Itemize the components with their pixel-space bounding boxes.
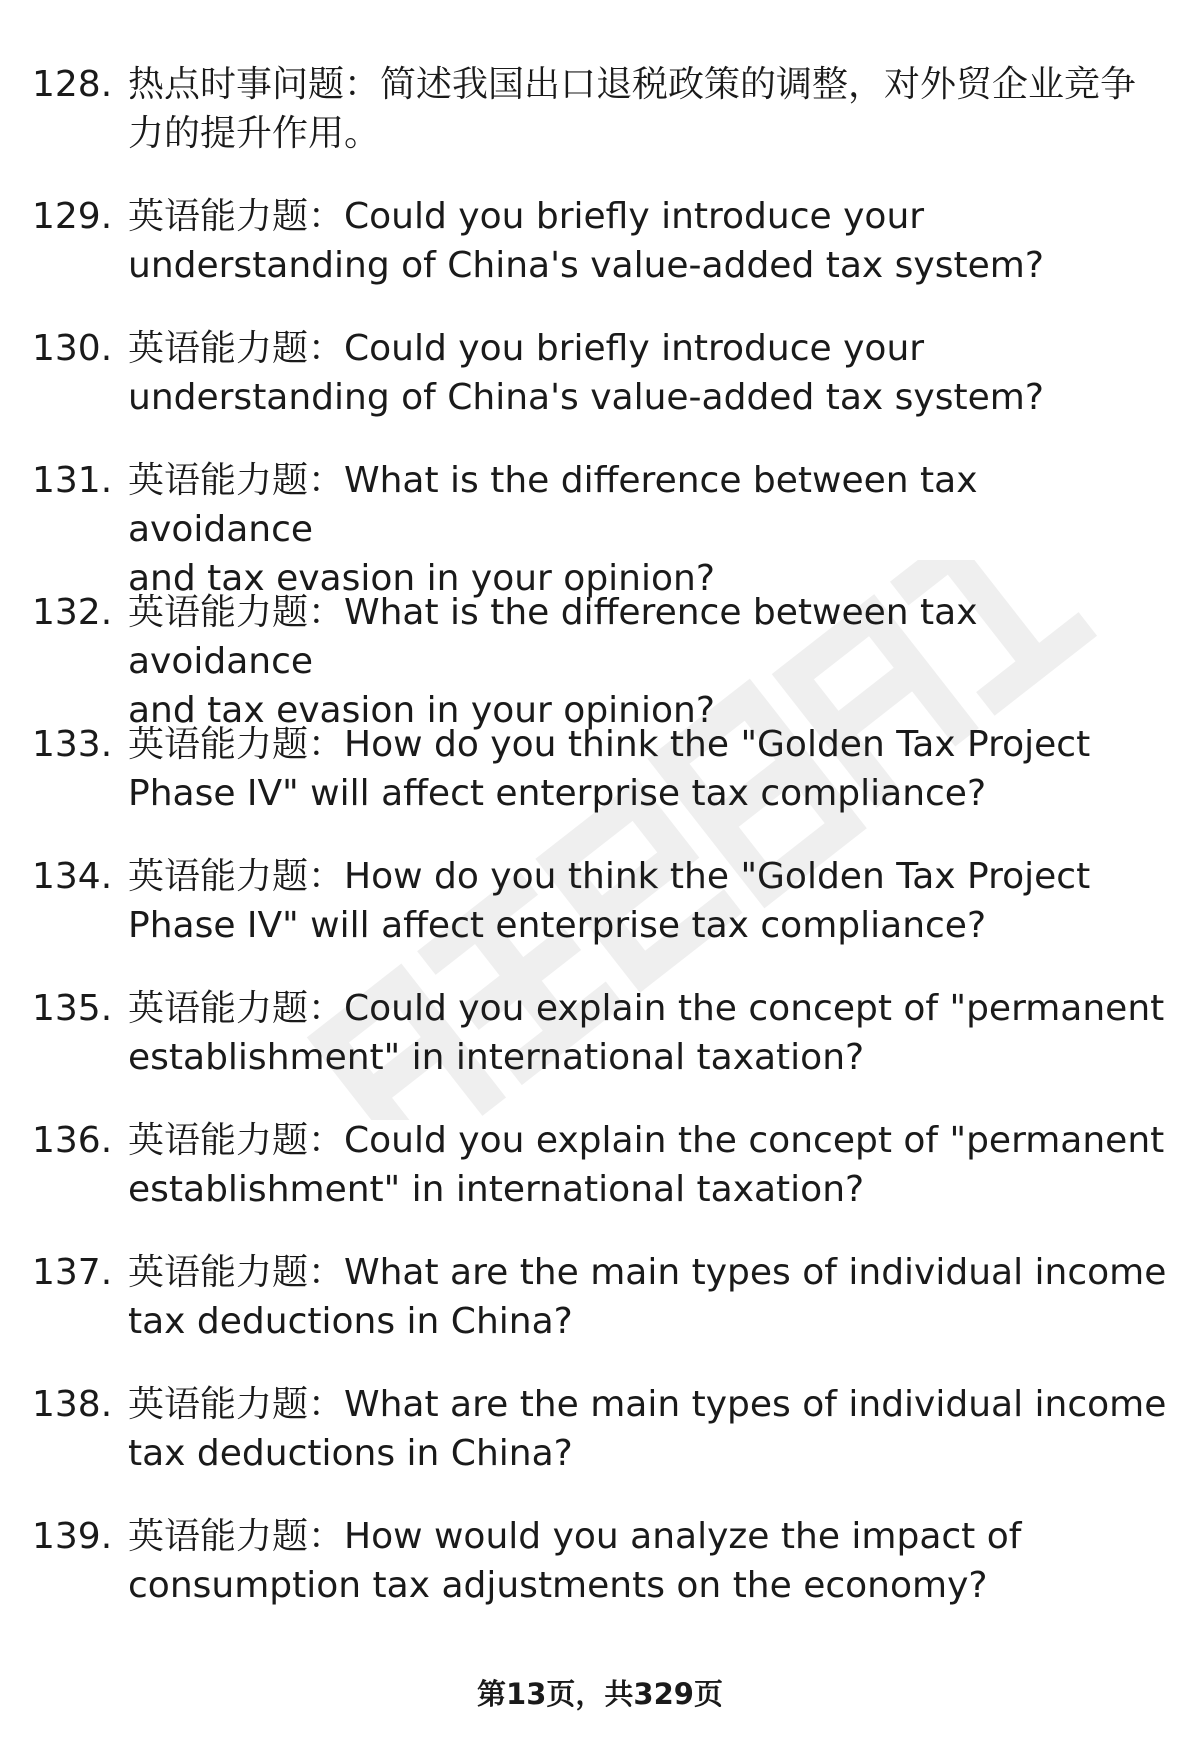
question-number: 135. <box>32 988 113 1029</box>
question-list <box>32 60 1182 1644</box>
question-item <box>32 852 1182 984</box>
question-number: 138. <box>32 1384 113 1425</box>
question-text: 英语能力题：How do you think the "Golden Tax Project Phase IV" will affect enterprise tax compliance? <box>128 724 1091 814</box>
question-number: 129. <box>32 196 113 237</box>
question-number: 134. <box>32 856 113 897</box>
question-number: 136. <box>32 1120 113 1161</box>
question-text: 热点时事问题：简述我国出口退税政策的调整，对外贸企业竞争 力的提升作用。 <box>128 64 1137 154</box>
question-item <box>32 324 1182 456</box>
question-text: 英语能力题：How would you analyze the impact of consumption tax adjustments on the economy? <box>128 1516 1022 1606</box>
question-text: 英语能力题：Could you explain the concept of "permanent establishment" in international taxation? <box>128 1120 1165 1210</box>
question-item <box>32 1512 1182 1644</box>
question-item <box>32 1248 1182 1380</box>
question-number: 131. <box>32 460 113 501</box>
question-text: 英语能力题：What are the main types of individual income tax deductions in China? <box>128 1252 1167 1342</box>
question-item <box>32 192 1182 324</box>
question-text: 英语能力题：What are the main types of individual income tax deductions in China? <box>128 1384 1167 1474</box>
question-number: 132. <box>32 592 113 633</box>
question-text: 英语能力题：Could you explain the concept of "permanent establishment" in international taxation? <box>128 988 1165 1078</box>
question-number: 139. <box>32 1516 113 1557</box>
question-text: 英语能力题：What is the difference between tax avoidance and tax evasion in your opinion? <box>128 592 978 731</box>
question-text: 英语能力题：Could you briefly introduce your understanding of China's value-added tax system? <box>128 196 1044 286</box>
question-item <box>32 456 1182 599</box>
question-item <box>32 1116 1182 1248</box>
question-item <box>32 588 1182 731</box>
question-text: 英语能力题：What is the difference between tax avoidance and tax evasion in your opinion? <box>128 460 978 599</box>
question-text: 英语能力题：Could you briefly introduce your understanding of China's value-added tax system? <box>128 328 1044 418</box>
page-footer: 第13页，共329页 <box>477 1677 723 1711</box>
question-text: 英语能力题：How do you think the "Golden Tax Project Phase IV" will affect enterprise tax compliance? <box>128 856 1091 946</box>
question-item <box>32 60 1182 192</box>
question-number: 128. <box>32 64 113 105</box>
question-number: 133. <box>32 724 113 765</box>
question-item <box>32 720 1182 852</box>
question-item <box>32 1380 1182 1512</box>
question-item <box>32 984 1182 1116</box>
question-number: 130. <box>32 328 113 369</box>
question-number: 137. <box>32 1252 113 1293</box>
